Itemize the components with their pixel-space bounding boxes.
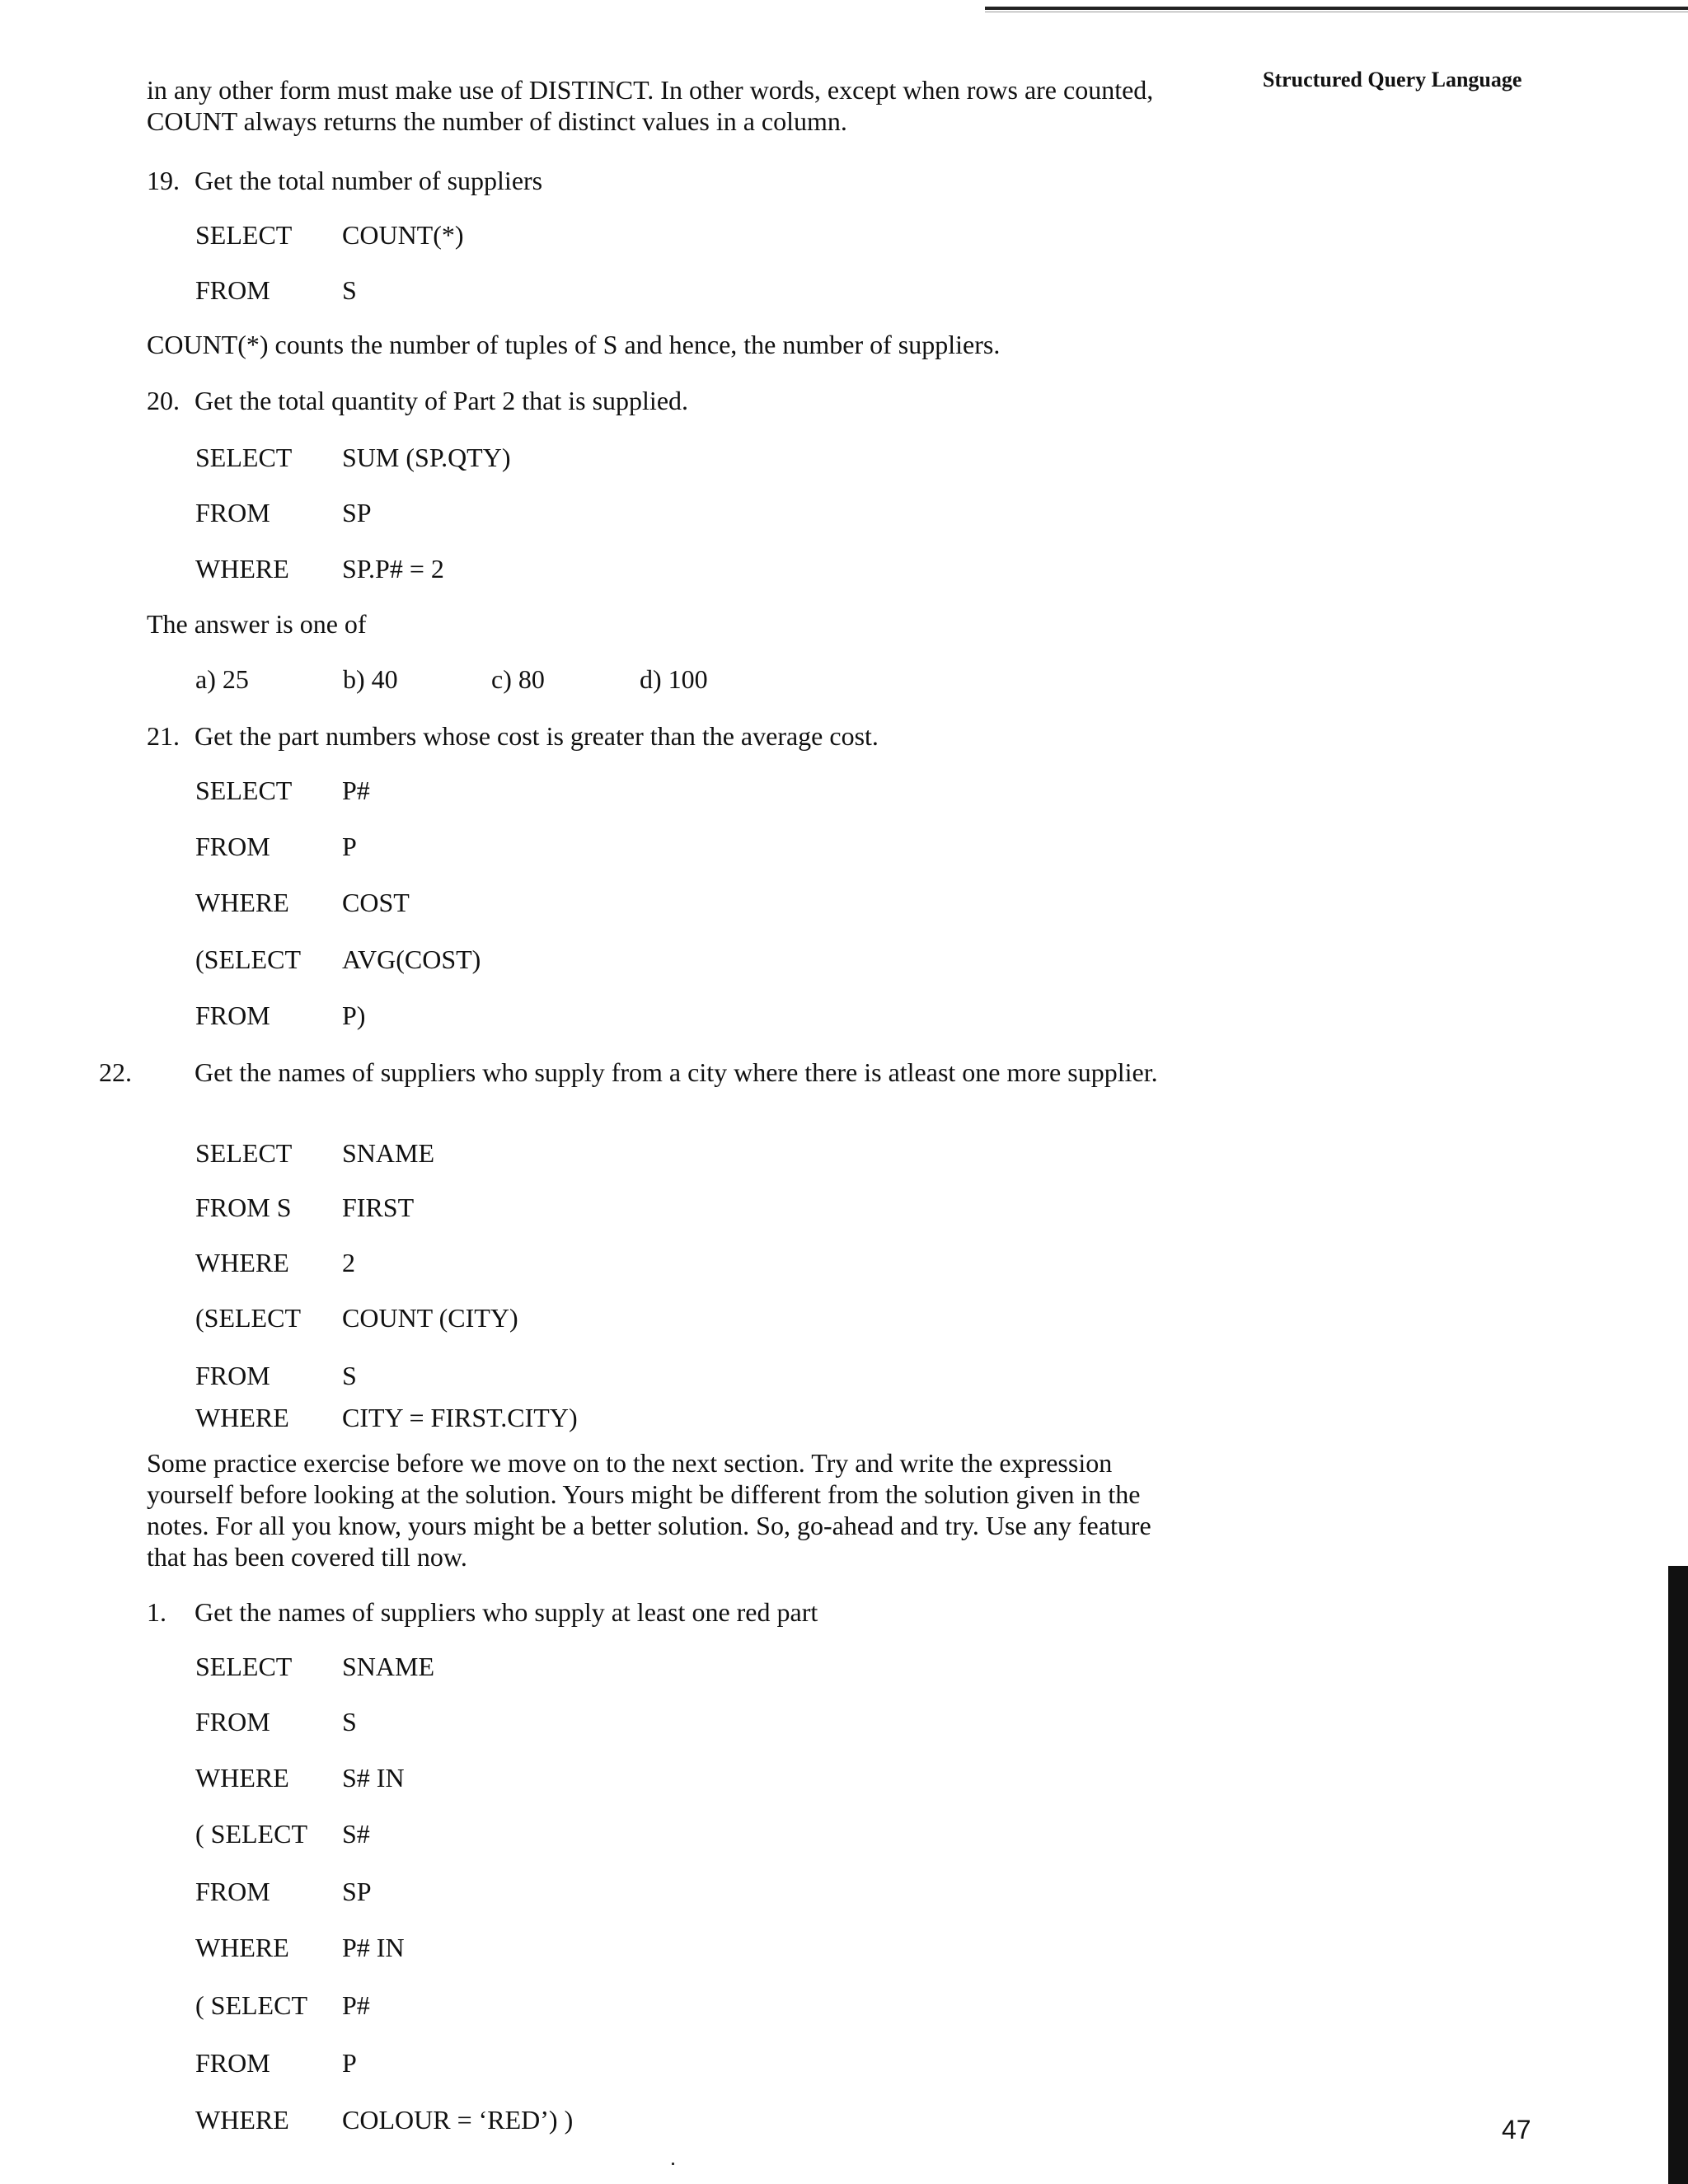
code-line <box>195 553 444 584</box>
sql-argument: P# <box>342 776 370 805</box>
code-line <box>195 219 464 251</box>
sql-keyword: WHERE <box>195 1403 289 1432</box>
sql-argument: P <box>342 2048 357 2078</box>
scan-speck <box>672 2163 674 2165</box>
sql-keyword: FROM <box>195 2048 270 2078</box>
question-number: 19. <box>147 166 180 195</box>
code-line <box>195 1192 414 1223</box>
sql-argument: SP.P# = 2 <box>342 554 444 583</box>
question-19 <box>147 165 542 196</box>
question-20 <box>147 385 688 416</box>
code-line <box>195 1402 578 1433</box>
sql-argument: P <box>342 832 357 861</box>
top-rule <box>985 7 1688 10</box>
exercise-1 <box>147 1596 818 1628</box>
question-text: Get the total number of suppliers <box>195 166 543 195</box>
sql-keyword: FROM <box>195 498 270 527</box>
sql-argument: S <box>342 1707 357 1736</box>
code-line <box>195 831 357 862</box>
question-number: 22. <box>99 1057 132 1087</box>
sql-keyword: WHERE <box>195 554 289 583</box>
sql-keyword: SELECT <box>195 1138 293 1168</box>
practice-paragraph: Some practice exercise before we move on to the next section. Try and write the expression yourself before looking at the solution. Yours might be different from the solution given in the notes. For all you know, yours might be a better solution. So, go-ahead and try. Use any feature that has been covered till now. <box>147 1448 1151 1572</box>
question-22 <box>99 1057 1184 1088</box>
question-number: 20. <box>147 386 180 415</box>
sql-argument: P# <box>342 1990 370 2020</box>
code-line <box>195 1706 357 1737</box>
sql-keyword: (SELECT <box>195 944 301 974</box>
sql-argument: SP <box>342 498 372 527</box>
sql-keyword: SELECT <box>195 776 293 805</box>
option-b: b) 40 <box>343 664 398 694</box>
code-line <box>195 887 410 918</box>
sql-keyword: ( SELECT <box>195 1990 307 2020</box>
sql-argument: S# <box>342 1819 370 1849</box>
sql-keyword: WHERE <box>195 1763 289 1793</box>
code-line <box>195 775 370 806</box>
intro-paragraph: in any other form must make use of DISTINCT. In other words, except when rows are counted, COUNT always returns the number of distinct values in a column. <box>147 75 1154 136</box>
code-line <box>195 1876 372 1907</box>
sql-keyword: ( SELECT <box>195 1819 307 1849</box>
code-line <box>195 442 510 473</box>
exercise-number: 1. <box>147 1597 166 1627</box>
sql-argument: AVG(COST) <box>342 944 481 974</box>
code-line <box>195 497 372 528</box>
question-text: Get the part numbers whose cost is greater than the average cost. <box>195 721 879 751</box>
option-a: a) 25 <box>195 664 249 694</box>
sql-argument: CITY = FIRST.CITY) <box>342 1403 578 1432</box>
sql-argument: SUM (SP.QTY) <box>342 443 511 472</box>
sql-keyword: FROM <box>195 1877 270 1906</box>
code-line <box>195 1247 355 1278</box>
code-line <box>195 1932 405 1963</box>
option-d: d) 100 <box>640 664 708 694</box>
sql-keyword: WHERE <box>195 2105 289 2135</box>
code-line <box>195 2047 357 2079</box>
sql-argument: COUNT (CITY) <box>342 1303 518 1333</box>
sql-keyword: (SELECT <box>195 1303 301 1333</box>
sql-keyword: WHERE <box>195 1933 289 1962</box>
question-text: Get the names of suppliers who supply from a city where there is atleast one more supplier. <box>195 1057 1158 1087</box>
question-number: 21. <box>147 721 180 751</box>
sql-argument: SNAME <box>342 1652 435 1681</box>
sql-argument: S <box>342 275 357 305</box>
sql-argument: SP <box>342 1877 372 1906</box>
answer-intro: The answer is one of <box>147 609 367 639</box>
sql-argument: S <box>342 1361 357 1390</box>
sql-argument: P) <box>342 1001 366 1030</box>
running-head: Structured Query Language <box>1263 68 1522 91</box>
sql-keyword: WHERE <box>195 1248 289 1277</box>
note-paragraph: COUNT(*) counts the number of tuples of S and hence, the number of suppliers. <box>147 330 1001 359</box>
code-line <box>195 1762 405 1793</box>
code-line <box>195 1302 518 1333</box>
sql-keyword: FROM <box>195 832 270 861</box>
code-line <box>195 1137 434 1169</box>
page-edge-shadow <box>1668 1566 1688 2184</box>
sql-argument: FIRST <box>342 1193 415 1222</box>
sql-keyword: FROM <box>195 1707 270 1736</box>
sql-argument: SNAME <box>342 1138 435 1168</box>
sql-argument: COST <box>342 888 410 917</box>
sql-argument: P# IN <box>342 1933 405 1962</box>
sql-keyword: SELECT <box>195 220 293 250</box>
sql-keyword: FROM S <box>195 1193 292 1222</box>
sql-argument: COUNT(*) <box>342 220 464 250</box>
sql-keyword: SELECT <box>195 1652 293 1681</box>
sql-keyword: FROM <box>195 1361 270 1390</box>
sql-keyword: FROM <box>195 275 270 305</box>
answer-options <box>195 664 708 695</box>
code-line <box>195 1818 370 1849</box>
code-line <box>195 274 357 306</box>
sql-keyword: WHERE <box>195 888 289 917</box>
sql-argument: 2 <box>342 1248 355 1277</box>
code-line <box>195 1990 370 2021</box>
code-line <box>195 1651 434 1682</box>
sql-argument: COLOUR = ‘RED’) ) <box>342 2105 574 2135</box>
sql-argument: S# IN <box>342 1763 405 1793</box>
question-21 <box>147 720 879 752</box>
page-number: 47 <box>1502 2115 1531 2144</box>
code-line <box>195 2104 573 2135</box>
code-line <box>195 1360 357 1391</box>
code-line <box>195 944 481 975</box>
option-c: c) 80 <box>491 664 545 694</box>
sql-keyword: FROM <box>195 1001 270 1030</box>
exercise-text: Get the names of suppliers who supply at least one red part <box>195 1597 818 1627</box>
code-line <box>195 1000 365 1031</box>
question-text: Get the total quantity of Part 2 that is supplied. <box>195 386 689 415</box>
sql-keyword: SELECT <box>195 443 293 472</box>
